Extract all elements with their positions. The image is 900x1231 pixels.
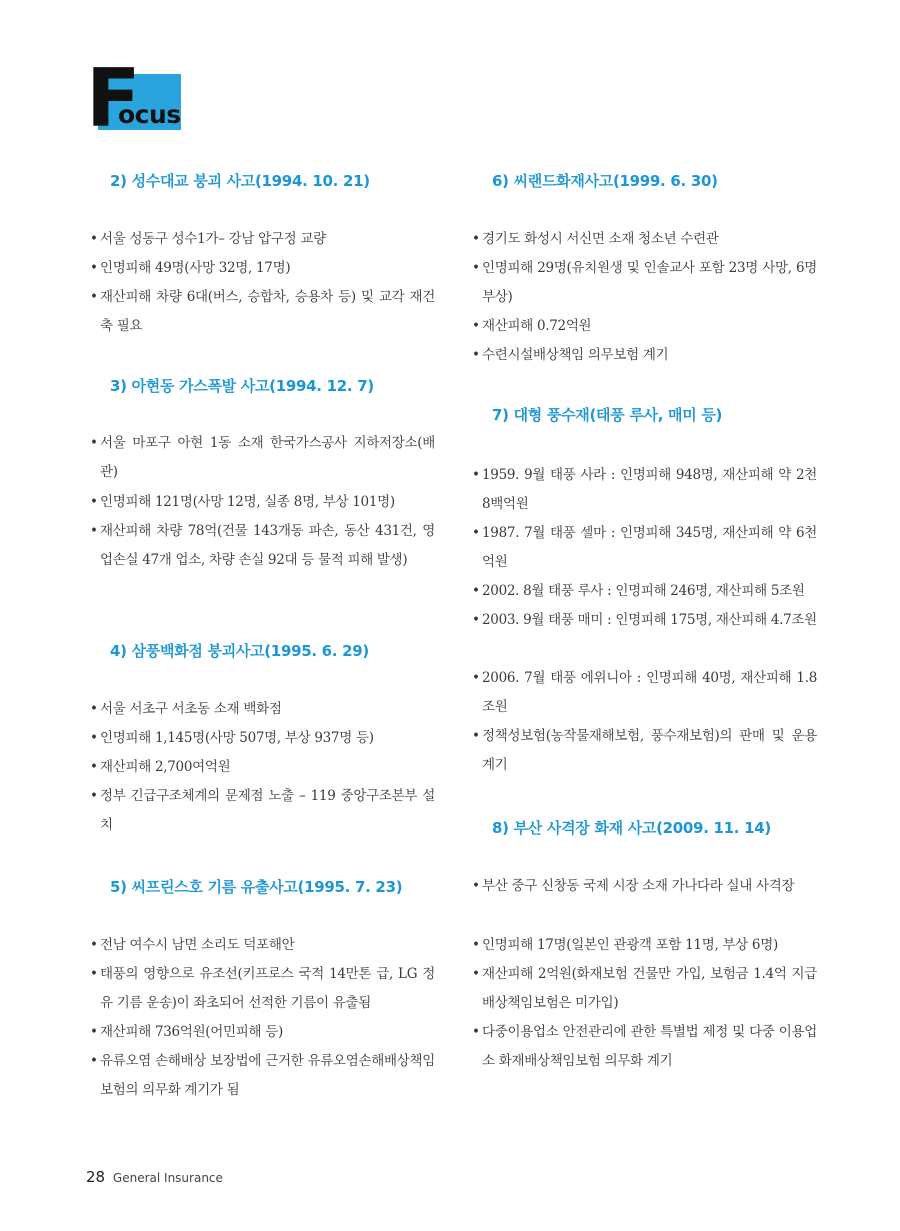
list-item: • 인명피해 49명(사망 32명, 17명) [90,260,291,276]
list-item: • 서울 성동구 성수1가– 강남 압구정 교량 [90,231,326,247]
list-item: • 재산피해 2억원(화재보험 건물만 가입, 보험금 1.4억 지급 배상책임보험은 미가입) [472,966,817,1011]
list-item: • 정책성보험(농작물재해보험, 풍수재보험)의 판매 및 운용 계기 [472,728,817,773]
logo-word-ocus: ocus [118,100,181,129]
section-title: 3) 아현동 가스폭발 사고(1994. 12. 7) [110,377,374,395]
list-item: • 전남 여수시 남면 소리도 덕포해안 [90,937,295,953]
focus-logo [86,52,181,145]
list-item: • 2006. 7월 태풍 에위니아 : 인명피해 40명, 재산피해 1.8조원 [472,670,817,715]
list-item: • 경기도 화성시 서신면 소재 청소년 수련관 [472,231,719,247]
list-item: • 2003. 9월 태풍 매미 : 인명피해 175명, 재산피해 4.7조원 [472,612,817,628]
list-item: • 서울 서초구 서초동 소재 백화점 [90,701,282,717]
list-item: • 2002. 8월 태풍 루사 : 인명피해 246명, 재산피해 5조원 [472,583,805,599]
list-item: • 인명피해 29명(유치원생 및 인솔교사 포함 23명 사망, 6명 부상) [472,260,817,305]
list-item: • 다중이용업소 안전관리에 관한 특별법 제정 및 다중 이용업소 화재배상책임보험 의무화 계기 [472,1024,817,1069]
publication-name: General Insurance [112,1171,223,1185]
list-item: • 부산 중구 신창동 국제 시장 소재 가나다라 실내 사격장 [472,878,795,894]
list-item: • 인명피해 17명(일본인 관광객 포함 11명, 부상 6명) [472,937,778,953]
section-title: 5) 씨프린스호 기름 유출사고(1995. 7. 23) [110,878,403,896]
list-item: • 수련시설배상책임 의무보험 계기 [472,347,669,363]
list-item: • 인명피해 121명(사망 12명, 실종 8명, 부상 101명) [90,494,395,510]
list-item: • 재산피해 2,700여억원 [90,759,231,775]
section-title: 6) 씨랜드화재사고(1999. 6. 30) [492,172,718,190]
list-item: • 태풍의 영향으로 유조선(키프로스 국적 14만톤 급, LG 정유 기름 운송)이 좌초되어 선적한 기름이 유출됨 [90,966,435,1011]
page-number: 28 [86,1168,106,1186]
list-item: • 재산피해 차량 6대(버스, 승합차, 승용차 등) 및 교각 재건축 필요 [90,289,435,334]
section-title: 7) 대형 풍수재(태풍 루사, 매미 등) [492,406,723,424]
list-item: • 인명피해 1,145명(사망 507명, 부상 937명 등) [90,730,374,746]
list-item: • 유류오염 손해배상 보장법에 근거한 유류오염손해배상책임보험의 의무화 계기가 됨 [90,1053,435,1098]
list-item: • 재산피해 0.72억원 [472,318,592,334]
section-title: 4) 삼풍백화점 붕괴사고(1995. 6. 29) [110,642,369,660]
section-title: 2) 성수대교 붕괴 사고(1994. 10. 21) [110,172,370,190]
logo-letter-f: F [86,52,137,145]
page-footer [86,1168,223,1186]
list-item: • 서울 마포구 아현 1동 소재 한국가스공사 지하저장소(배관) [90,435,435,480]
list-item: • 정부 긴급구조체계의 문제점 노출 – 119 중앙구조본부 설치 [90,788,435,833]
list-item: • 1959. 9월 태풍 사라 : 인명피해 948명, 재산피해 약 2천 8백억원 [472,467,817,512]
list-item: • 재산피해 차량 78억(건물 143개동 파손, 동산 431건, 영업손실 47개 업소, 차량 손실 92대 등 물적 피해 발생) [90,523,435,568]
list-item: • 재산피해 736억원(어민피해 등) [90,1024,283,1040]
list-item: • 1987. 7월 태풍 셀마 : 인명피해 345명, 재산피해 약 6천억원 [472,525,817,570]
section-title: 8) 부산 사격장 화재 사고(2009. 11. 14) [492,819,771,837]
